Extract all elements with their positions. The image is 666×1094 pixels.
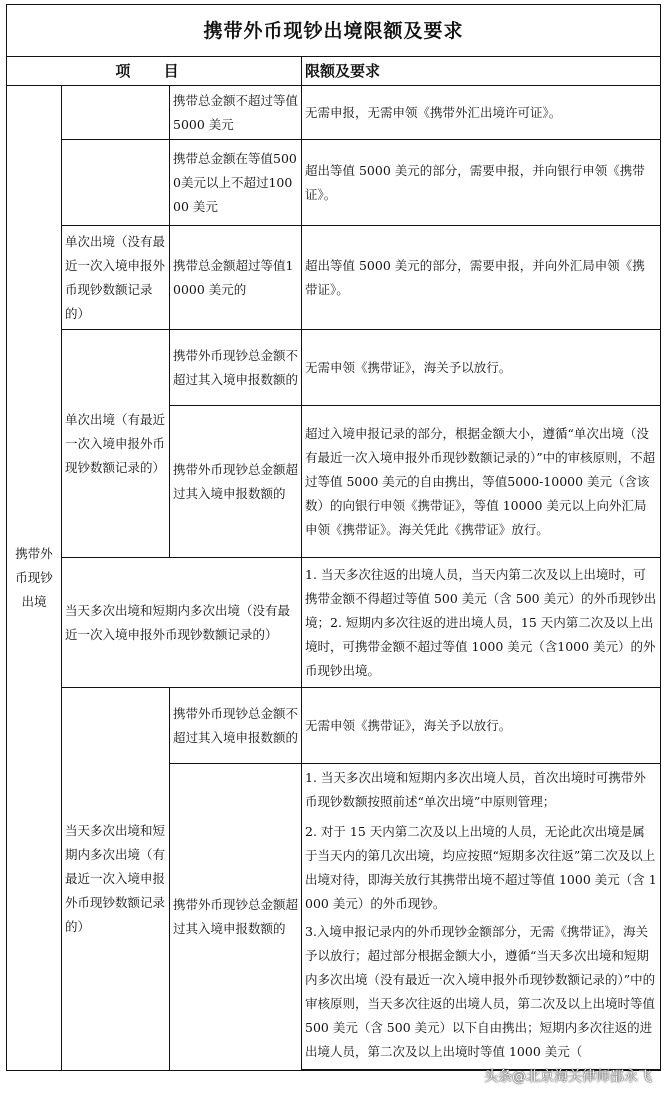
empty-condition-cell [62,86,170,140]
amount-cell: 携带外币现钞总金额超过其入境申报数额的 [170,764,302,1071]
requirement-cell: 超过入境申报记录的部分，根据金额大小，遵循“单次出境（没有最近一次入境申报外币现钞数额记录的）”中的审核原则，不超过等值 5000 美元的自由携出，等值5000-10000 美元（含该数）的向银行申领《携带证》，等值 10000 美元以上向外汇局申领《携带证》。海关凭此《携带证》放行。 [302,406,661,558]
condition-cell: 单次出境（没有最近一次入境申报外币现钞数额记录的） [62,226,170,330]
requirement-cell-part3: 3.入境申报记录内的外币现钞金额部分，无需《携带证》，海关予以放行；超过部分根据金额大小，遵循“当天多次出境和短期内多次出境（没有最近一次入境申报外币现钞数额记录的）”中的审核原则，当天多次往返的出境人员，第二次及以上出境时等值 500 美元（含 500 美元）以下自由携出；短期内多次往返的进出境人员，第二次及以上出境时等值 1000 美元（ [302,918,661,1070]
amount-cell: 携带外币现钞总金额超过其入境申报数额的 [170,406,302,558]
amount-cell: 携带外币现钞总金额不超过其入境申报数额的 [170,688,302,764]
watermark: 头条@北京海关律师邵永飞 [484,1069,652,1085]
requirement-cell: 1. 当天多次往返的出境人员，当天内第二次及以上出境时，可携带金额不得超过等值 500 美元（含 500 美元）的外币现钞出境；2. 短期内多次往返的进出境人员，15 天内第二次及以上出境时，可携带金额不超过等值 1000 美元（含1000 美元）的外币现钞出境。 [302,558,661,688]
amount-cell: 携带总金额在等值5000美元以上不超过10000 美元 [170,140,302,226]
requirement-cell-part1: 1. 当天多次出境和短期内多次出境人员，首次出境时可携带外币现钞数额按照前述“单次出境”中原则管理； [302,764,661,818]
requirement-cell: 无需申领《携带证》，海关予以放行。 [302,330,661,406]
header-limit: 限额及要求 [302,57,661,86]
requirement-cell: 超出等值 5000 美元的部分，需要申报，并向外汇局申领《携带证》。 [302,226,661,330]
condition-cell: 当天多次出境和短期内多次出境（没有最近一次入境申报外币现钞数额记录的） [62,558,302,688]
amount-cell: 携带外币现钞总金额不超过其入境申报数额的 [170,330,302,406]
requirement-cell: 超出等值 5000 美元的部分，需要申报，并向银行申领《携带证》。 [302,140,661,226]
amount-cell: 携带总金额超过等值10000 美元的 [170,226,302,330]
condition-cell: 单次出境（有最近一次入境申报外币现钞数额记录的） [62,330,170,558]
table-title: 携带外币现钞出境限额及要求 [7,5,661,57]
requirement-cell-part2: 2. 对于 15 天内第二次及以上出境的人员，无论此次出境是属于当天内的第几次出境，均应按照“短期多次往返”第二次及以上出境对待，即海关放行其携带出境不超过等值 1000 美元（含 1000 美元）的外币现钞。 [302,818,661,918]
header-item: 项 目 [7,57,302,86]
limits-table [6,4,661,1071]
empty-condition-cell [62,140,170,226]
amount-cell: 携带总金额不超过等值 5000 美元 [170,86,302,140]
requirement-cell: 无需申领《携带证》，海关予以放行。 [302,688,661,764]
condition-cell: 当天多次出境和短期内多次出境（有最近一次入境申报外币现钞数额记录的） [62,688,170,1071]
requirement-cell: 无需申报，无需申领《携带外汇出境许可证》。 [302,86,661,140]
category-cell: 携带外币现钞出境 [7,86,62,1071]
